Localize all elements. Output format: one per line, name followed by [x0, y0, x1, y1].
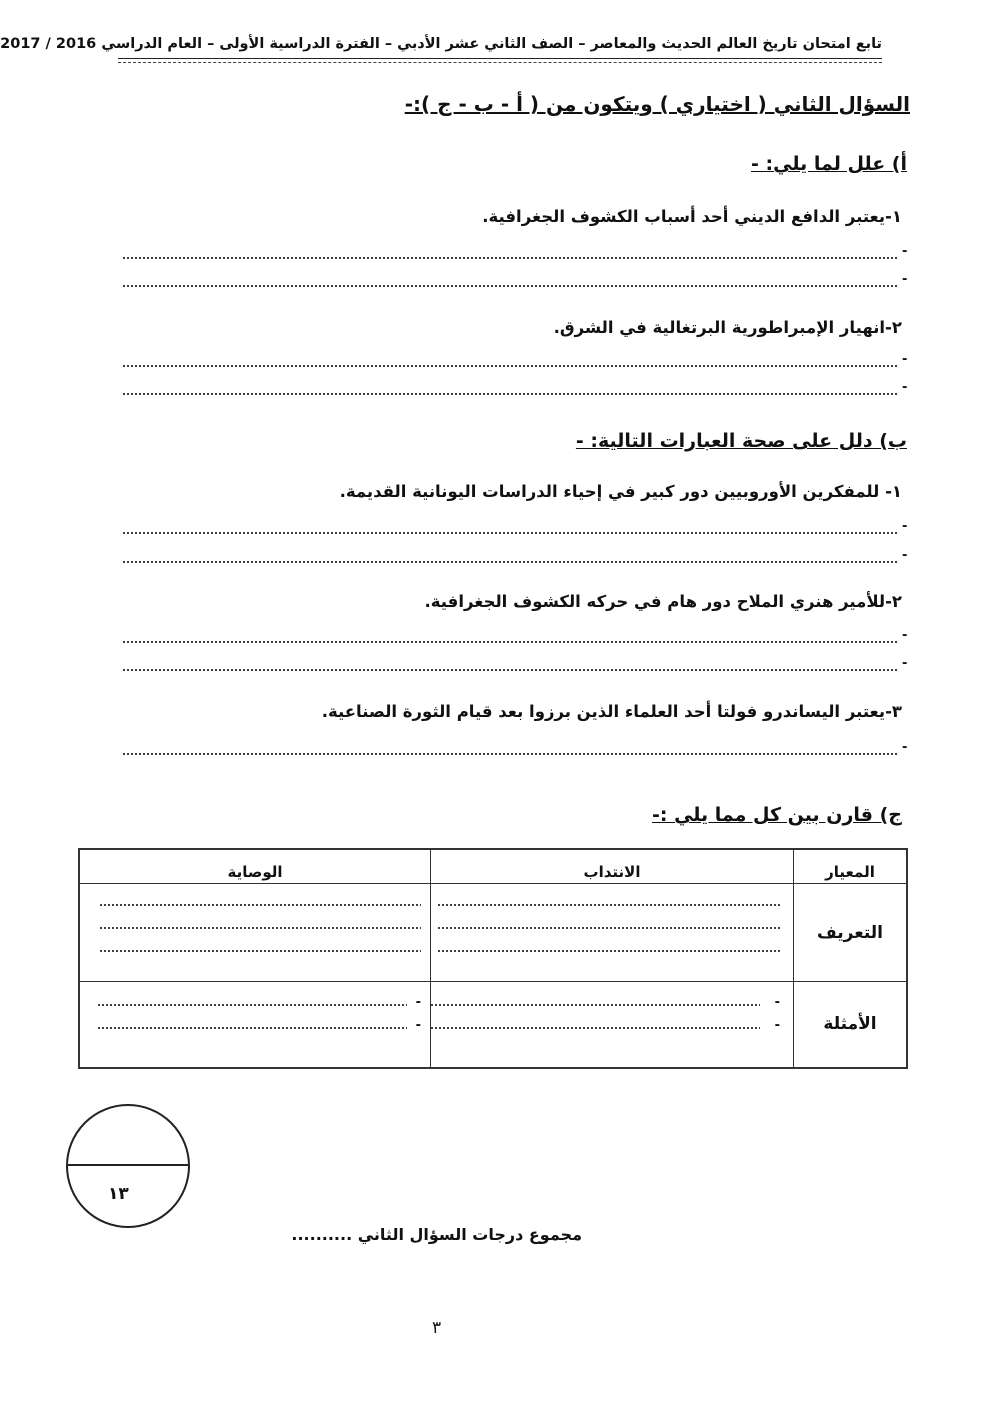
answer-line	[99, 927, 421, 929]
answer-line	[430, 1004, 760, 1006]
dash-mark: -	[902, 352, 908, 367]
dash-mark: -	[902, 548, 908, 563]
score-circle	[66, 1104, 190, 1228]
dash-mark: -	[902, 740, 908, 755]
answer-line	[122, 393, 898, 395]
dash-mark: -	[902, 380, 908, 395]
score-divider	[68, 1164, 188, 1166]
dash-mark: -	[902, 519, 908, 534]
header-criterion: المعيار	[794, 849, 908, 884]
answer-line	[122, 532, 898, 534]
part-c-title: ج) قارن بين كل مما يلي :-	[651, 804, 902, 826]
definition-mandate-cell	[431, 884, 794, 982]
dash-mark: -	[415, 995, 421, 1010]
part-a-item-1: ١-يعتبر الدافع الديني أحد أسباب الكشوف الجغرافية.	[482, 207, 902, 226]
part-b-title: ب) دلل على صحة العبارات التالية: -	[575, 430, 907, 452]
comparison-table	[78, 848, 908, 1069]
header-trusteeship: الوصاية	[79, 849, 431, 884]
row-definition-label: التعريف	[794, 884, 908, 982]
dash-mark: -	[902, 272, 908, 287]
part-b-item-2: ٢-للأمير هنري الملاح دور هام في حركه الكشوف الجغرافية.	[424, 592, 902, 611]
header-underline	[118, 58, 882, 59]
row-examples-label: الأمثلة	[794, 982, 908, 1068]
dash-mark: -	[902, 656, 908, 671]
part-a-item-2: ٢-انهيار الإمبراطورية البرتغالية في الشرق.	[553, 318, 902, 337]
definition-trusteeship-cell	[79, 884, 431, 982]
question-title: السؤال الثاني ( اختياري ) ويتكون من ( أ - ب - ج ):-	[404, 92, 910, 116]
answer-line	[122, 669, 898, 671]
header-mandate: الانتداب	[431, 849, 794, 884]
answer-line	[122, 365, 898, 367]
header-dotted-underline	[118, 62, 882, 63]
answer-line	[97, 1027, 407, 1029]
score-value: ١٣	[108, 1184, 129, 1204]
answer-line	[122, 753, 898, 755]
answer-line	[99, 904, 421, 906]
examples-trusteeship-cell	[79, 982, 431, 1068]
dash-mark: -	[902, 244, 908, 259]
total-label: مجموع درجات السؤال الثاني ..........	[291, 1225, 582, 1244]
dash-mark: -	[902, 628, 908, 643]
dash-mark: -	[774, 1018, 780, 1033]
page-number: ٣	[432, 1318, 442, 1338]
answer-line	[122, 257, 898, 259]
part-b-item-1: ١- للمفكرين الأوروبيين دور كبير في إحياء الدراسات اليونانية القديمة.	[339, 482, 902, 501]
answer-line	[437, 904, 782, 906]
answer-line	[122, 561, 898, 563]
examples-mandate-cell	[431, 982, 794, 1068]
answer-line	[99, 950, 421, 952]
part-a-title: أ) علل لما يلي: -	[751, 153, 907, 175]
exam-header: تابع امتحان تاريخ العالم الحديث والمعاصر – الصف الثاني عشر الأدبي – الفترة الدراسية الأولى – العام الدراسي 2016 / 2017	[0, 36, 882, 52]
answer-line	[122, 285, 898, 287]
answer-line	[430, 1027, 760, 1029]
answer-line	[437, 927, 782, 929]
answer-line	[97, 1004, 407, 1006]
part-b-item-3: ٣-يعتبر اليساندرو فولتا أحد العلماء الذين برزوا بعد قيام الثورة الصناعية.	[321, 702, 902, 721]
answer-line	[437, 950, 782, 952]
answer-line	[122, 641, 898, 643]
dash-mark: -	[774, 995, 780, 1010]
dash-mark: -	[415, 1018, 421, 1033]
